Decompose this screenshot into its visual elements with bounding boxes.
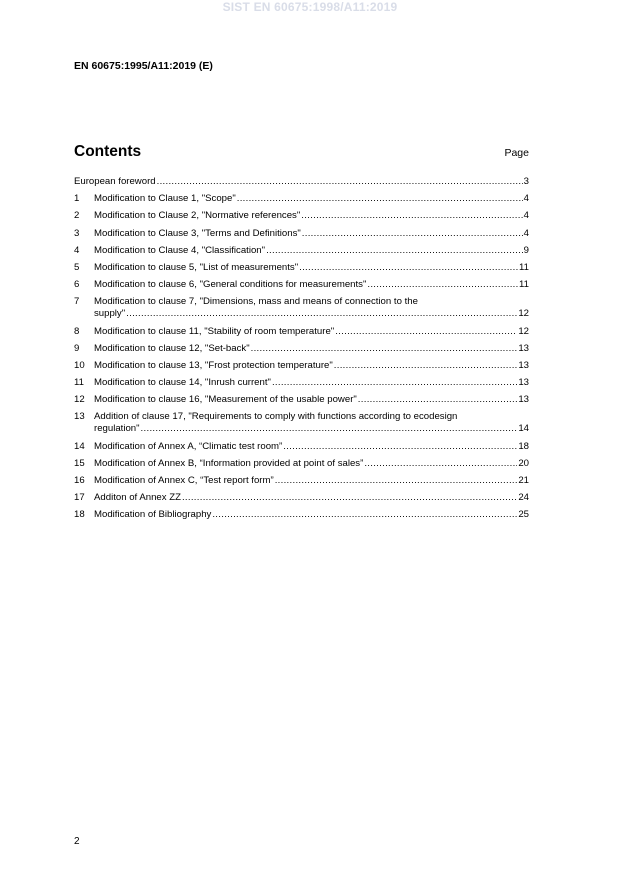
- toc-entry-page: 13: [518, 342, 529, 354]
- toc-entry-title: regulation": [94, 423, 140, 435]
- dot-leader: [364, 458, 517, 470]
- dot-leader: [141, 423, 518, 435]
- toc-entry-number: 14: [74, 440, 85, 452]
- dot-leader: [302, 228, 523, 240]
- toc-entry-number: 3: [74, 227, 80, 239]
- toc-entry[interactable]: [74, 475, 529, 487]
- toc-entry-title: Modification to Clause 2, "Normative references": [94, 210, 301, 222]
- toc-entry-number: 2: [74, 210, 80, 222]
- toc-entry-number: 12: [74, 394, 85, 406]
- toc-entry-title: Modification to clause 14, "Inrush current": [94, 377, 271, 389]
- toc-entry-number: 16: [74, 475, 85, 486]
- contents-title: Contents: [74, 143, 142, 160]
- toc-entry-number: 18: [74, 509, 85, 521]
- toc-entry[interactable]: [74, 262, 529, 274]
- toc-entry-page: 11: [519, 279, 529, 291]
- toc-entry-title-line: Addition of clause 17, "Requirements to comply with functions according to ecodesign: [94, 411, 458, 423]
- dot-leader: [335, 326, 517, 338]
- toc-entry-title: Modification to Clause 4, "Classification": [94, 244, 266, 256]
- toc-entry-title: European foreword: [74, 176, 156, 187]
- toc-entry-page: 18: [518, 440, 529, 452]
- toc-entry[interactable]: [74, 343, 529, 355]
- dot-leader: [275, 475, 518, 487]
- toc-entry-page: 4: [523, 210, 529, 222]
- dot-leader: [182, 492, 517, 504]
- toc-entry-title: Modification to clause 5, "List of measurements": [94, 261, 299, 273]
- contents-header: [74, 143, 529, 163]
- dot-leader: [266, 245, 523, 257]
- toc-entry-number: 15: [74, 457, 85, 469]
- dot-leader: [367, 279, 518, 291]
- page-column-label: Page: [504, 147, 529, 159]
- dot-leader: [301, 210, 522, 222]
- toc-entry[interactable]: [74, 411, 529, 435]
- toc-entry-page: 13: [518, 377, 529, 389]
- watermark: SIST EN 60675:1998/A11:2019: [222, 0, 398, 14]
- dot-leader: [126, 308, 517, 320]
- dot-leader: [237, 193, 523, 205]
- toc-entry-number: 8: [74, 325, 80, 337]
- toc-entry-title: Modification of Bibliography: [94, 509, 212, 521]
- toc-entry-page: 4: [523, 227, 529, 239]
- toc-entry-number: 9: [74, 342, 80, 354]
- toc-entry-title: Modification to clause 6, "General conditions for measurements": [94, 279, 367, 291]
- toc-entry[interactable]: [74, 210, 529, 222]
- dot-leader: [299, 262, 518, 274]
- toc-entry-page: 24: [518, 492, 529, 504]
- toc-entry[interactable]: [74, 360, 529, 372]
- toc-entry-page: 11: [519, 261, 529, 273]
- dot-leader: [212, 509, 517, 521]
- toc-entry-number: 11: [74, 377, 84, 389]
- toc-entry-title: Modification to clause 12, "Set-back": [94, 342, 250, 354]
- toc-entry-title: Modification to Clause 3, "Terms and Definitions": [94, 227, 301, 239]
- toc-entry[interactable]: [74, 377, 529, 389]
- toc-entry-number: 7: [74, 296, 80, 308]
- toc-entry-title: Modification to clause 11, "Stability of room temperature": [94, 325, 335, 337]
- toc-entry-title-line: Modification to clause 7, "Dimensions, mass and means of connection to the: [94, 296, 418, 308]
- toc-entry-page: 25: [518, 509, 529, 521]
- toc-entry-page: 21: [518, 475, 529, 486]
- dot-leader: [283, 441, 517, 453]
- toc-entry-number: 10: [74, 359, 85, 371]
- toc-entry-title: Modification of Annex C, “Test report form”: [94, 475, 274, 486]
- toc-entry-page: 14: [518, 423, 529, 435]
- toc-entry-page: 20: [518, 457, 529, 469]
- toc-entry-title: Modification of Annex A, “Climatic test room”: [94, 440, 283, 452]
- toc-entry-page: 9: [523, 244, 529, 256]
- toc-entry[interactable]: [74, 296, 529, 320]
- toc-entry-number: 6: [74, 279, 80, 291]
- toc-entry-number: 17: [74, 492, 85, 504]
- toc-entry-page: 13: [518, 359, 529, 371]
- toc-entry-title: Modification of Annex B, “Information provided at point of sales”: [94, 457, 364, 469]
- toc-entry-title: Modification to clause 13, "Frost protection temperature": [94, 359, 333, 371]
- dot-leader: [157, 176, 523, 188]
- toc-entry[interactable]: [74, 245, 529, 257]
- toc-entry-page: 12: [518, 325, 529, 337]
- toc-entry-number: 5: [74, 261, 80, 273]
- document-identifier: EN 60675:1995/A11:2019 (E): [74, 60, 213, 72]
- toc-entry-number: 4: [74, 244, 80, 256]
- toc-entry[interactable]: [74, 326, 529, 338]
- toc-entry[interactable]: [74, 509, 529, 521]
- toc-entry[interactable]: [74, 458, 529, 470]
- table-of-contents: [74, 176, 529, 527]
- toc-entry-page: 12: [518, 308, 529, 320]
- toc-entry-number: 13: [74, 411, 85, 423]
- toc-entry[interactable]: [74, 492, 529, 504]
- toc-entry[interactable]: [74, 193, 529, 205]
- dot-leader: [334, 360, 518, 372]
- page-number: 2: [74, 836, 80, 847]
- toc-entry-page: 4: [523, 193, 529, 205]
- toc-entry[interactable]: [74, 279, 529, 291]
- toc-entry-title: Modification to clause 16, "Measurement of the usable power": [94, 394, 357, 406]
- dot-leader: [358, 394, 518, 406]
- dot-leader: [272, 377, 517, 389]
- toc-entry-title: supply": [94, 308, 126, 320]
- toc-entry[interactable]: [74, 176, 529, 188]
- toc-entry[interactable]: [74, 441, 529, 453]
- toc-entry-page: 3: [523, 176, 529, 187]
- toc-entry-page: 13: [518, 394, 529, 406]
- toc-entry-title: Additon of Annex ZZ: [94, 492, 181, 504]
- toc-entry-title: Modification to Clause 1, "Scope": [94, 193, 236, 205]
- toc-entry[interactable]: [74, 228, 529, 240]
- toc-entry-number: 1: [74, 193, 80, 205]
- dot-leader: [251, 343, 518, 355]
- toc-entry[interactable]: [74, 394, 529, 406]
